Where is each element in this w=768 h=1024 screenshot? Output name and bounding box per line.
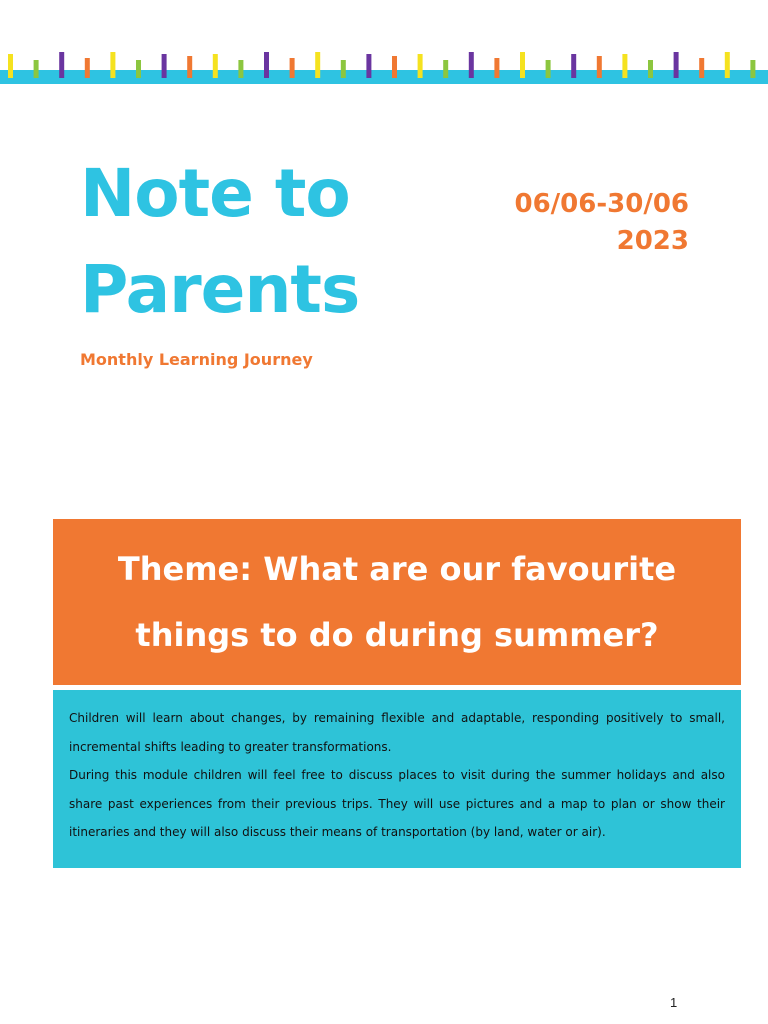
border-tick <box>674 52 679 78</box>
border-tick <box>418 54 423 78</box>
border-tick <box>520 52 525 78</box>
border-tick <box>366 54 371 78</box>
border-tick <box>571 54 576 78</box>
border-tick <box>443 60 448 78</box>
border-tick <box>290 58 295 78</box>
description-paragraph-1: Children will learn about changes, by remaining flexible and adaptable, responding positively to small, incremental shifts leading to greater transformations. <box>69 711 725 754</box>
border-tick <box>162 54 167 78</box>
page-title <box>80 146 359 338</box>
border-tick <box>8 54 13 78</box>
border-tick <box>648 60 653 78</box>
border-tick <box>699 58 704 78</box>
theme-banner <box>53 519 741 685</box>
border-tick <box>597 56 602 78</box>
border-tick <box>264 52 269 78</box>
page-title-line-2: Parents <box>80 251 360 328</box>
decorative-border-strip <box>0 0 768 92</box>
border-tick <box>494 58 499 78</box>
date-range-year: 2023 <box>616 226 689 256</box>
theme-title <box>67 536 727 668</box>
border-tick <box>59 52 64 78</box>
border-tick <box>136 60 141 78</box>
date-range-line-1: 06/06-30/06 <box>514 189 689 219</box>
border-tick <box>213 54 218 78</box>
border-tick <box>725 52 730 78</box>
border-tick <box>315 52 320 78</box>
border-tick <box>110 52 115 78</box>
border-tick <box>622 54 627 78</box>
border-tick <box>238 60 243 78</box>
subtitle: Monthly Learning Journey <box>80 350 313 369</box>
border-tick <box>34 60 39 78</box>
description-paragraph-2: During this module children will feel free to discuss places to visit during the summer holidays and also share past experiences from their previous trips. They will use pictures and a map to plan or show their itineraries and they will also discuss their means of transportation (by land, water or air). <box>69 768 725 839</box>
theme-title-line-2: things to do during summer? <box>135 616 659 654</box>
border-tick <box>85 58 90 78</box>
page-title-line-1: Note to <box>80 155 350 232</box>
description-box <box>53 690 741 868</box>
border-tick <box>187 56 192 78</box>
border-tick <box>546 60 551 78</box>
theme-title-line-1: Theme: What are our favourite <box>117 550 677 588</box>
border-tick <box>341 60 346 78</box>
page-number: 1 <box>670 995 678 1010</box>
border-tick <box>392 56 397 78</box>
border-tick <box>750 60 755 78</box>
border-tick <box>469 52 474 78</box>
date-range <box>514 186 689 260</box>
